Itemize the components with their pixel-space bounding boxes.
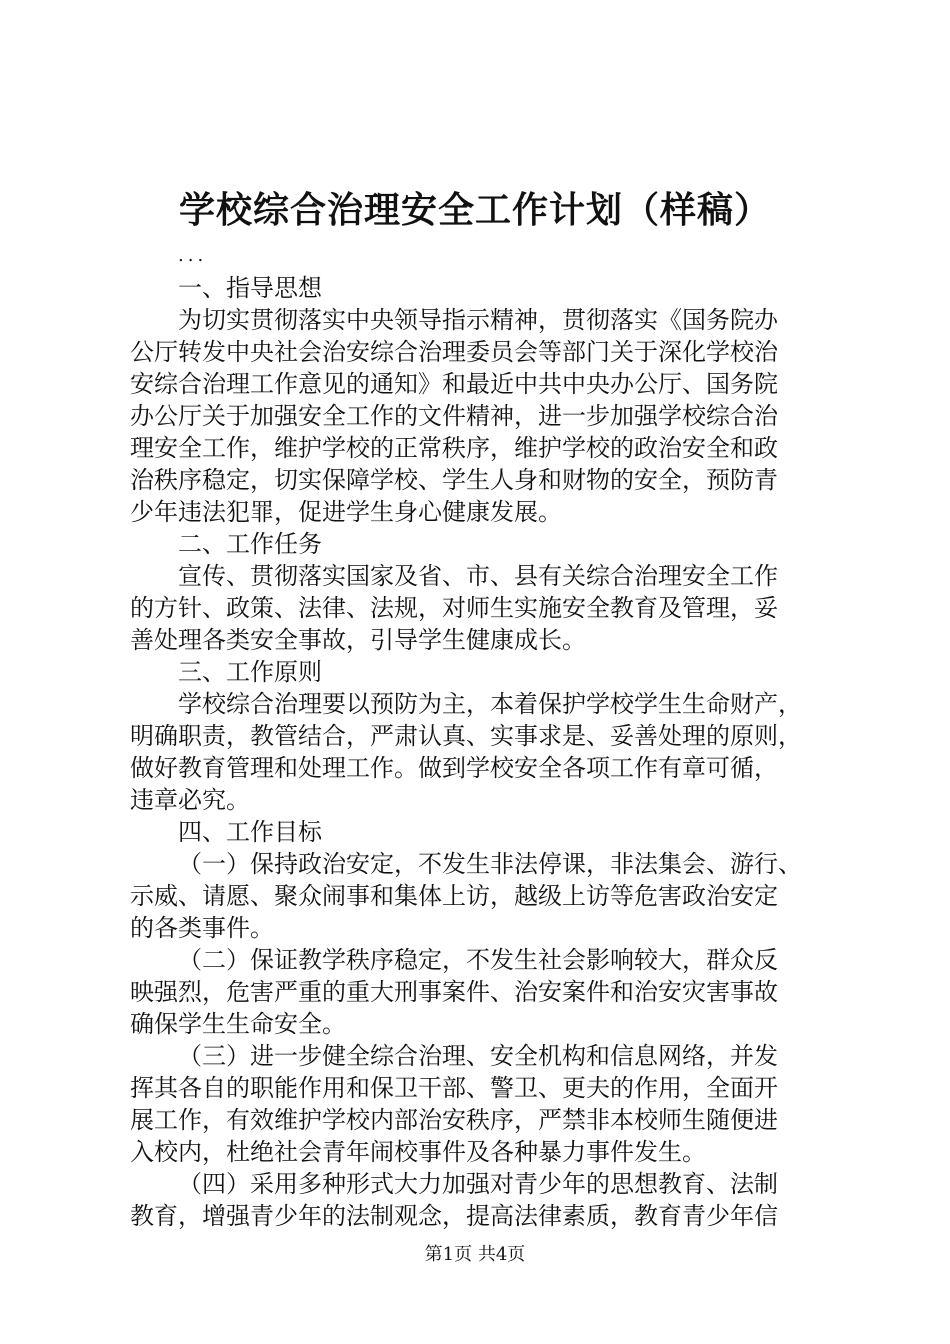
paragraph-line: 示威、请愿、聚众闹事和集体上访，越级上访等危害政治安定 [130,882,778,910]
paragraph-line: （二）保证教学秩序稳定，不发生社会影响较大，群众反 [178,946,778,974]
paragraph-line: 学校综合治理要以预防为主，本着保护学校学生生命财产， [178,690,802,718]
paragraph-line: 明确职责，教管结合，严肃认真、实事求是、妥善处理的原则， [130,722,802,750]
paragraph-line: （一）保持政治安定，不发生非法停课，非法集会、游行、 [178,850,802,878]
paragraph-line: 为切实贯彻落实中央领导指示精神，贯彻落实《国务院办 [178,306,778,334]
paragraph-line: 少年违法犯罪，促进学生身心健康发展。 [130,498,562,526]
paragraph-line: 宣传、贯彻落实国家及省、市、县有关综合治理安全工作 [178,562,778,590]
section-heading-work-tasks: 二、工作任务 [178,530,322,558]
paragraph-line: 教育，增强青少年的法制观念，提高法律素质，教育青少年信 [130,1202,778,1230]
paragraph-line: 办公厅关于加强安全工作的文件精神，进一步加强学校综合治 [130,402,778,430]
paragraph-line: 的方针、政策、法律、法规，对师生实施安全教育及管理，妥 [130,594,778,622]
paragraph-line: 确保学生生命安全。 [130,1010,346,1038]
ellipsis-marker: ... [178,245,208,266]
paragraph-line: （三）进一步健全综合治理、安全机构和信息网络，并发 [178,1042,778,1070]
paragraph-line: 公厅转发中央社会治安综合治理委员会等部门关于深化学校治 [130,338,778,366]
paragraph-line: 违章必究。 [130,786,250,814]
paragraph-line: 映强烈，危害严重的重大刑事案件、治安案件和治安灾害事故 [130,978,778,1006]
section-heading-work-goals: 四、工作目标 [178,818,322,846]
page-footer: 第1页 共4页 [424,1244,526,1265]
paragraph-line: 治秩序稳定，切实保障学校、学生人身和财物的安全，预防青 [130,466,778,494]
paragraph-line: 入校内，杜绝社会青年闹校事件及各种暴力事件发生。 [130,1138,706,1166]
paragraph-line: 安综合治理工作意见的通知》和最近中共中央办公厅、国务院 [130,370,778,398]
paragraph-line: （四）采用多种形式大力加强对青少年的思想教育、法制 [178,1170,778,1198]
section-heading-guiding-ideology: 一、指导思想 [178,274,322,302]
document-body [130,240,830,1232]
paragraph-line: 的各类事件。 [130,914,274,942]
paragraph-line: 展工作，有效维护学校内部治安秩序，严禁非本校师生随便进 [130,1106,778,1134]
paragraph-line: 理安全工作，维护学校的正常秩序，维护学校的政治安全和政 [130,434,778,462]
paragraph-line: 善处理各类安全事故，引导学生健康成长。 [130,626,586,654]
section-heading-work-principles: 三、工作原则 [178,658,322,686]
document-title: 学校综合治理安全工作计划（样稿） [178,189,771,231]
paragraph-line: 挥其各自的职能作用和保卫干部、警卫、更夫的作用，全面开 [130,1074,778,1102]
paragraph-line: 做好教育管理和处理工作。做到学校安全各项工作有章可循， [130,754,778,782]
